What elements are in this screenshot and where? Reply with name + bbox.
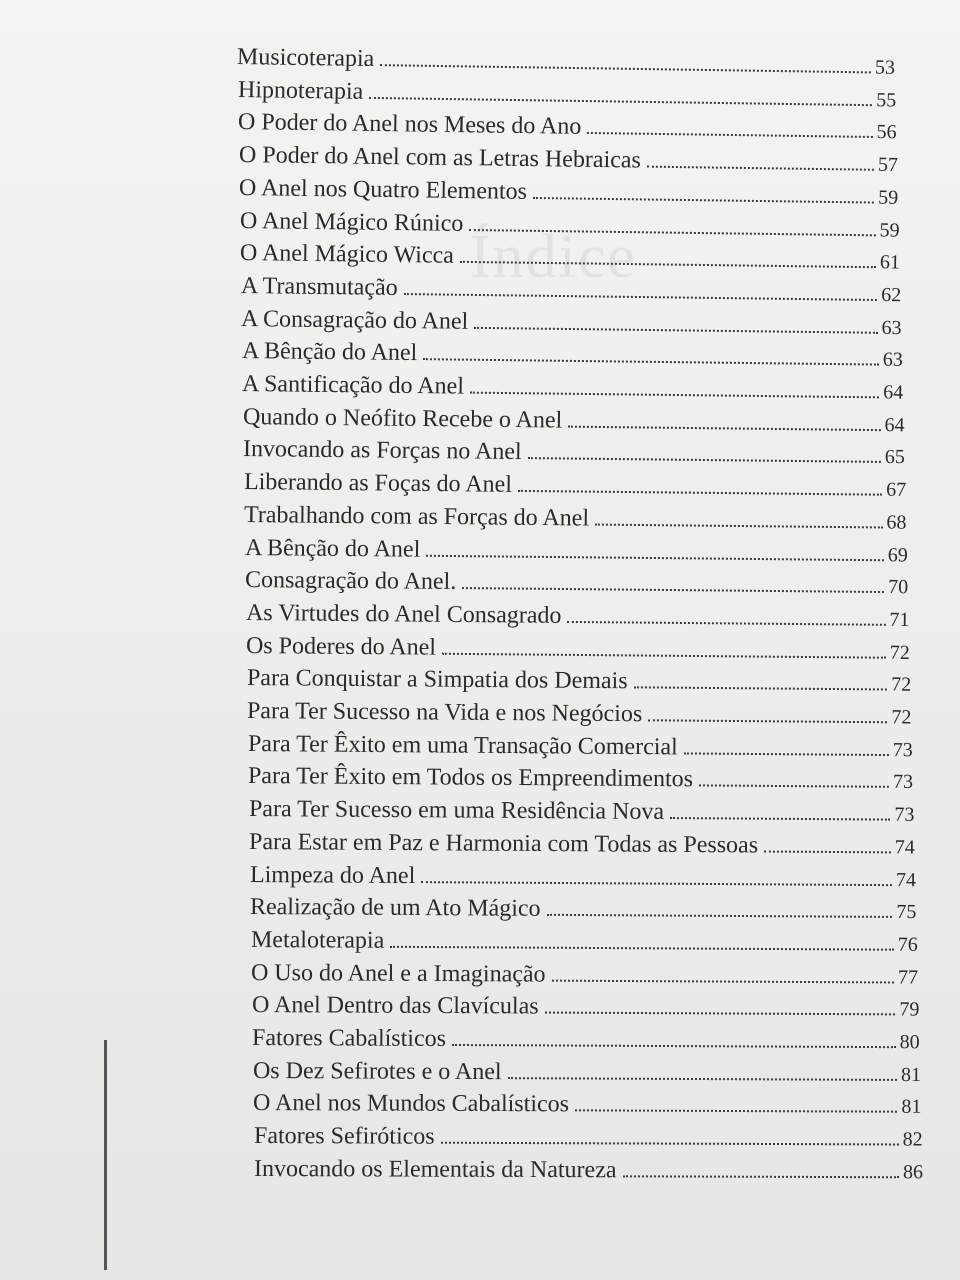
toc-entry [241, 338, 902, 376]
toc-entry-title: A Santificação do Anel [241, 371, 465, 400]
toc-entry-page: 69 [887, 543, 908, 566]
toc-entry [240, 240, 900, 279]
toc-entry-title: O Poder do Anel nos Meses do Ano [237, 109, 582, 141]
dot-leader [646, 165, 873, 171]
toc-entry-page: 81 [900, 1063, 921, 1086]
toc-entry [239, 175, 899, 214]
toc-entry [250, 894, 917, 928]
toc-entry-title: A Bênção do Anel [244, 534, 420, 563]
dot-leader [544, 1011, 895, 1016]
dot-leader [369, 96, 872, 106]
dot-leader [683, 751, 888, 756]
dot-leader [460, 260, 876, 268]
toc-entry-page: 72 [890, 673, 911, 696]
dot-leader [403, 292, 877, 301]
toc-entry [244, 535, 907, 571]
dot-leader [670, 816, 890, 821]
toc-entry [242, 404, 904, 441]
toc-entry-page: 61 [879, 251, 901, 274]
toc-entry-title: Metaloterapia [250, 926, 384, 954]
toc-entry-title: O Anel nos Mundos Cabalísticos [252, 1090, 570, 1118]
toc-entry-page: 73 [892, 738, 913, 761]
dot-leader [421, 880, 892, 886]
dot-leader [552, 978, 894, 983]
toc-entry-title: Para Ter Êxito em Todos os Empreendimentos [247, 763, 694, 793]
toc-entry [252, 1058, 920, 1091]
toc-entry [247, 731, 912, 766]
toc-entry-title: Fatores Sefiróticos [253, 1123, 435, 1150]
toc-entry [245, 567, 908, 603]
dot-leader [533, 196, 874, 204]
toc-entry-page: 74 [894, 836, 915, 859]
toc-entry-title: O Poder do Anel com as Letras Hebraicas [238, 142, 641, 174]
toc-entry-page: 76 [897, 933, 918, 956]
show-through-heading: Índice [470, 223, 637, 291]
toc-entry-page: 63 [881, 316, 902, 339]
toc-entry-page: 67 [885, 478, 906, 502]
toc-entry-title: A Consagração do Anel [240, 305, 469, 335]
toc-entry-title: Fatores Cabalísticos [251, 1025, 447, 1052]
toc-entry-title: O Uso do Anel e a Imaginação [250, 959, 546, 988]
dot-leader [699, 784, 889, 788]
toc-entry [246, 633, 910, 669]
toc-entry-page: 64 [883, 381, 904, 404]
toc-entry [243, 436, 905, 473]
toc-entry [253, 1123, 922, 1156]
dot-leader [423, 357, 879, 365]
toc-entry-page: 64 [883, 413, 905, 437]
toc-entry [248, 796, 914, 831]
toc-entry [240, 273, 901, 311]
toc-entry-page: 73 [893, 803, 915, 826]
toc-entry-page: 82 [902, 1128, 923, 1151]
dot-leader [380, 63, 871, 73]
toc-entry-page: 79 [898, 998, 919, 1021]
toc-entry-page: 74 [895, 868, 916, 891]
toc-entry [244, 502, 907, 539]
toc-entry [251, 960, 918, 994]
dot-leader [568, 424, 880, 430]
toc-entry-title: Para Estar em Paz e Harmonia com Todas as Pessoas [248, 828, 759, 859]
toc-entry [254, 1156, 923, 1188]
toc-entry-page: 72 [891, 706, 912, 729]
toc-entry-page: 75 [896, 901, 917, 924]
toc-entry-page: 73 [893, 771, 914, 794]
toc-entry-title: Trabalhando com as Forças do Anel [243, 501, 590, 532]
toc-entry-page: 71 [888, 608, 910, 631]
toc-entry-page: 56 [876, 121, 897, 144]
toc-entry-page: 59 [878, 218, 900, 242]
toc-entry [252, 1025, 920, 1058]
toc-entry-page: 53 [874, 56, 896, 79]
dot-leader [390, 945, 893, 951]
dot-leader [470, 391, 879, 399]
toc-entry [243, 469, 905, 506]
dot-leader [575, 1109, 897, 1113]
toc-entry-title: Para Conquistar a Simpatia dos Demais [246, 665, 628, 695]
toc-entry-title: Consagração do Anel. [244, 567, 457, 596]
toc-entry-title: O Anel Mágico Wicca [239, 240, 455, 269]
toc-entry-title: Para Ter Sucesso em uma Residência Nova [248, 796, 664, 826]
toc-entry [242, 371, 904, 409]
toc-entry-page: 80 [899, 1031, 920, 1054]
toc-entry [251, 992, 919, 1025]
toc-entry-title: Liberando as Foças do Anel [243, 469, 512, 498]
dot-leader [462, 586, 884, 593]
toc-entry [248, 763, 913, 798]
toc-entry-title: A Bênção do Anel [241, 338, 417, 367]
dot-leader [507, 1076, 896, 1081]
toc-entry [250, 927, 917, 961]
dot-leader [528, 456, 881, 463]
dot-leader [623, 1174, 899, 1178]
toc-entry-title: Musicoterapia [236, 44, 375, 73]
toc-entry [249, 862, 915, 896]
toc-entry-page: 72 [889, 641, 910, 664]
toc-entry-page: 55 [875, 88, 896, 112]
toc-entry [253, 1090, 921, 1123]
dot-leader [426, 553, 884, 560]
toc-entry-page: 65 [884, 446, 905, 469]
toc-entry-title: Os Poderes do Anel [245, 632, 437, 661]
toc-entry-page: 86 [902, 1161, 924, 1184]
dot-leader [442, 651, 886, 658]
toc-entry-title: Hipnoterapia [237, 76, 364, 105]
dot-leader [595, 522, 882, 528]
dot-leader [452, 1043, 896, 1048]
toc-entry-title: Limpeza do Anel [249, 861, 415, 889]
toc-entry [247, 698, 912, 733]
dot-leader [648, 718, 887, 723]
dot-leader [547, 913, 893, 918]
dot-leader [517, 489, 881, 496]
toc-entry [246, 665, 910, 701]
toc-entry-page: 62 [880, 283, 901, 307]
toc-entry-page: 81 [901, 1096, 922, 1119]
dot-leader [633, 686, 887, 691]
dot-leader [469, 228, 875, 236]
dot-leader [567, 620, 885, 626]
toc-entry-title: O Anel Dentro das Clavículas [251, 992, 539, 1020]
toc-entry-page: 59 [878, 186, 899, 209]
toc-entry-title: Quando o Neófito Recebe o Anel [242, 403, 562, 434]
toc-entry-page: 77 [897, 966, 919, 989]
toc-entry-title: Realização de um Ato Mágico [249, 894, 541, 922]
toc-entry-title: Os Dez Sefirotes e o Anel [252, 1057, 502, 1085]
toc-entry-page: 63 [882, 348, 903, 372]
toc-entry [249, 829, 915, 864]
dot-leader [587, 131, 872, 138]
dot-leader [764, 849, 891, 853]
toc-entry-title: A Transmutação [240, 272, 398, 301]
toc-entry-page: 57 [877, 153, 898, 177]
toc-entry-title: As Virtudes do Anel Consagrado [245, 599, 562, 629]
dot-leader [474, 325, 877, 333]
toc-entry-title: Invocando as Forças no Anel [242, 436, 522, 466]
toc-entry-title: Invocando os Elementais da Natureza [253, 1155, 617, 1184]
toc-entry-title: O Anel Mágico Rúnico [239, 207, 463, 237]
toc-entry-title: Para Ter Sucesso na Vida e nos Negócios [246, 698, 643, 728]
toc-entry-title: Para Ter Êxito em uma Transação Comercial [247, 730, 678, 761]
toc-entry-page: 68 [886, 511, 907, 534]
dot-leader [440, 1141, 898, 1146]
toc-entry-title: O Anel nos Quatro Elementos [238, 174, 528, 205]
toc-entry-page: 70 [888, 576, 909, 599]
toc-entry [238, 142, 897, 181]
toc-entry [241, 306, 902, 344]
toc-entry [245, 600, 909, 636]
